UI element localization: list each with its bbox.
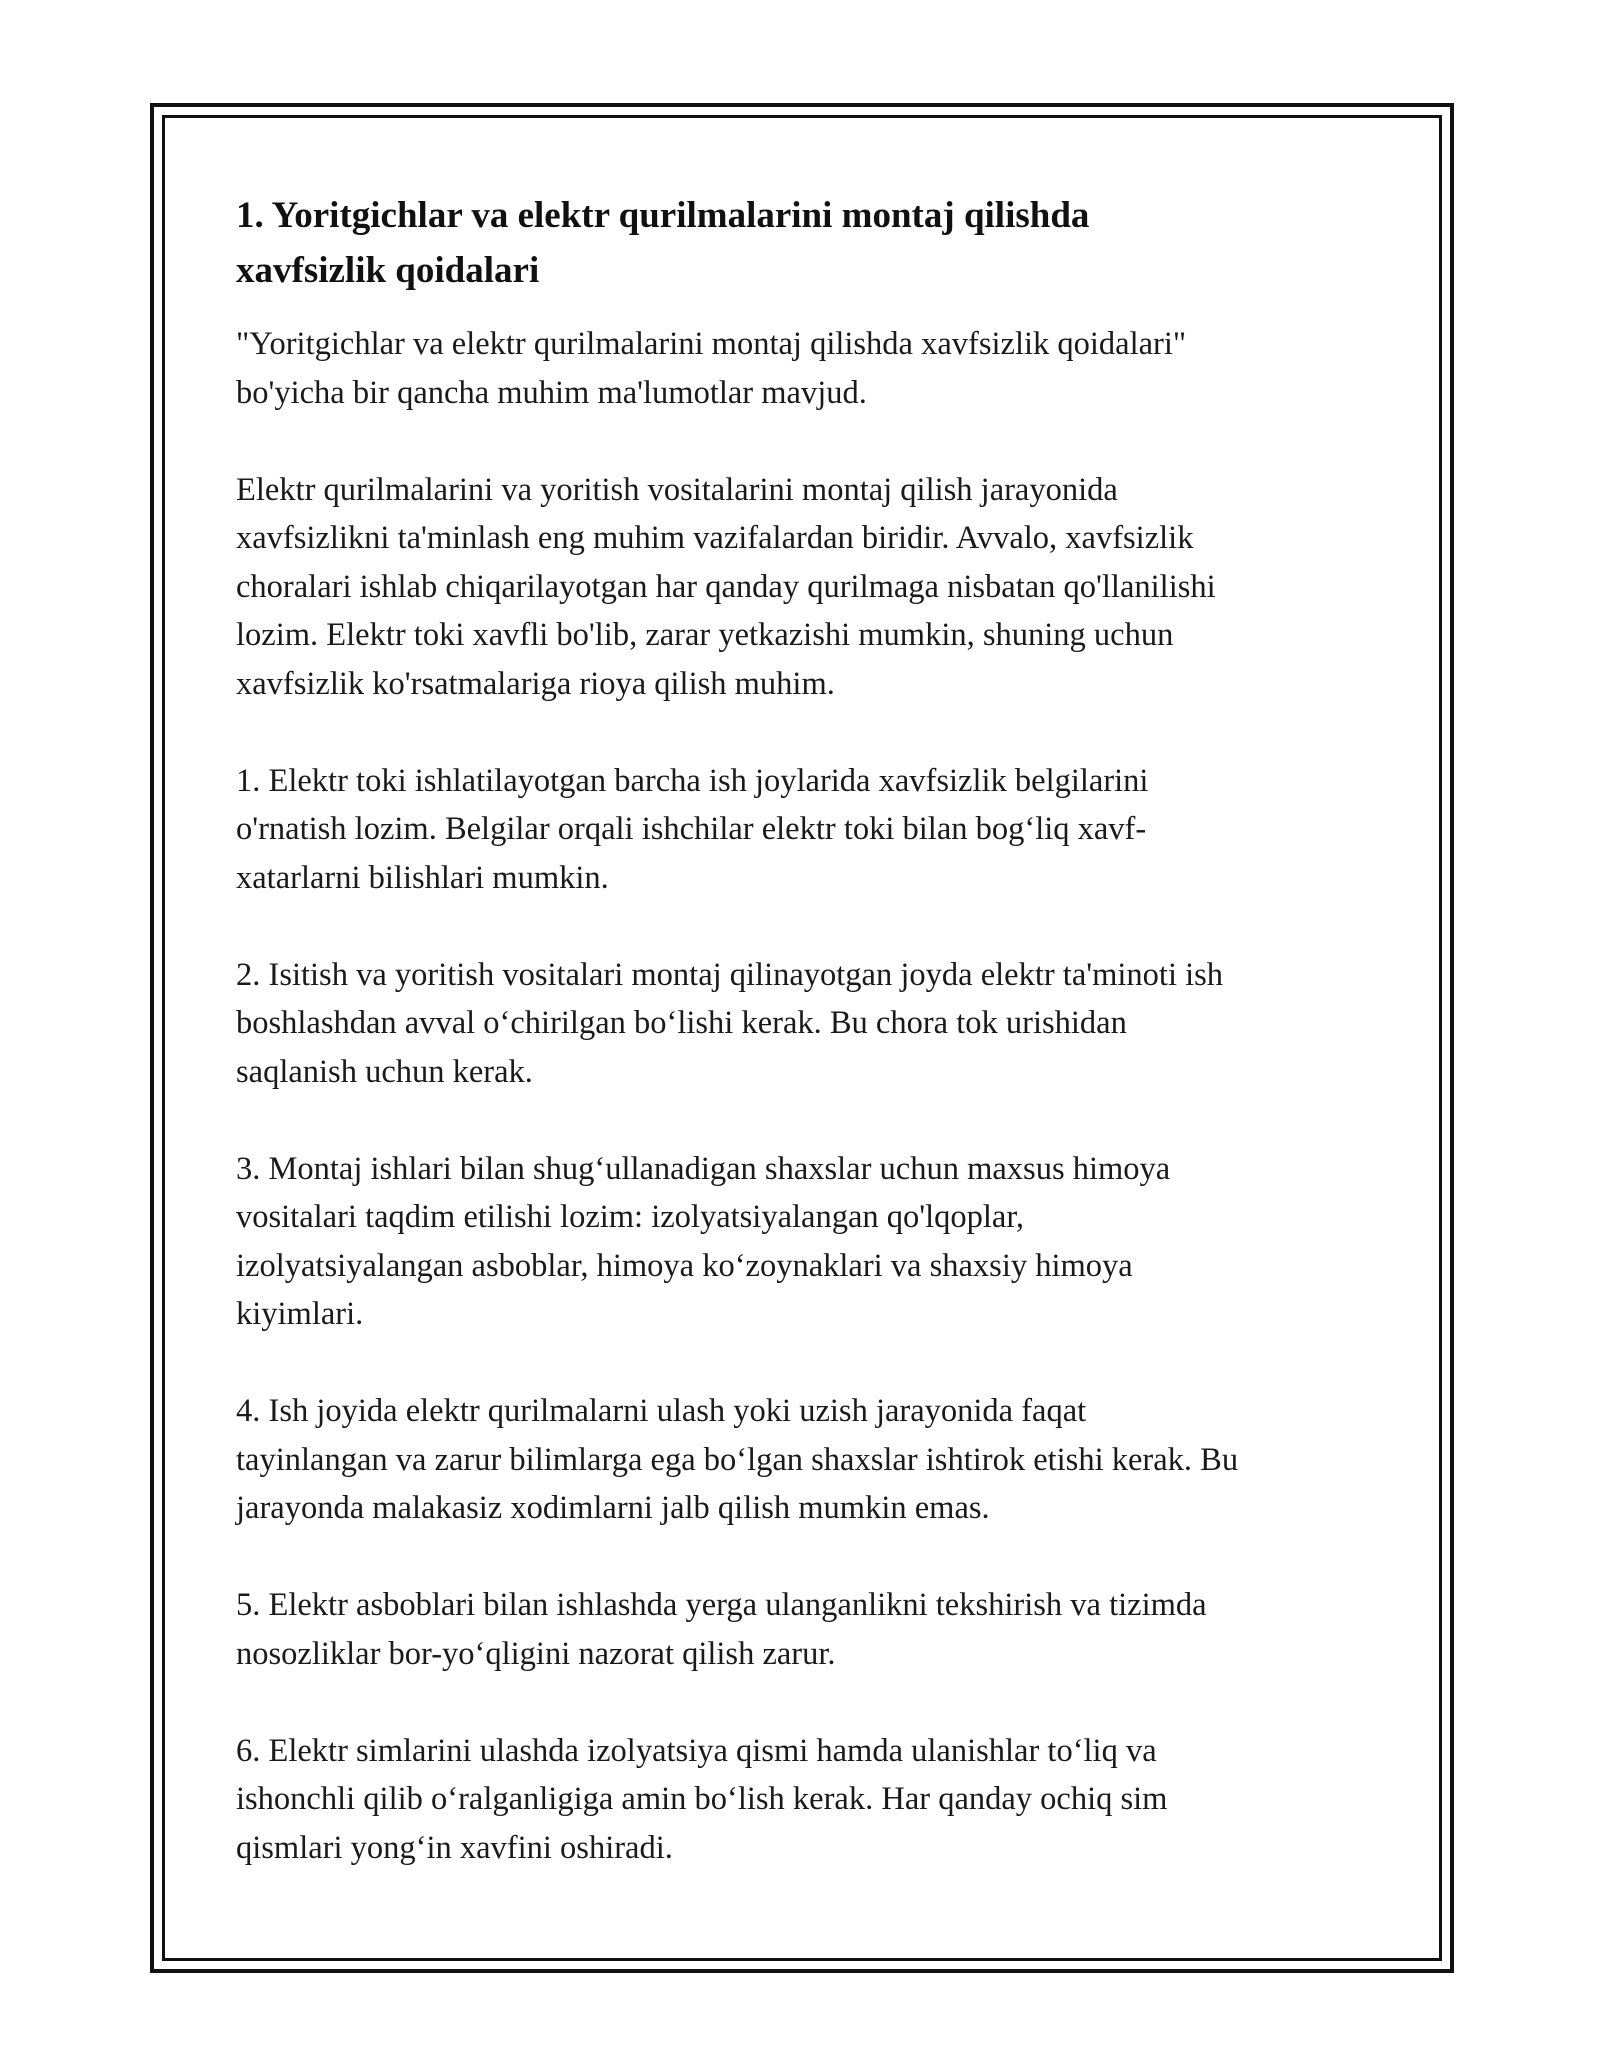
paragraph-line: 5. Elektr asboblari bilan ishlashda yerga ulanganlikni tekshirish va tizimda — [236, 1587, 1207, 1623]
paragraph-line: 4. Ish joyida elektr qurilmalarni ulash yoki uzish jarayonida faqat — [236, 1393, 1087, 1429]
rule-item-1 — [236, 757, 1386, 903]
paragraph-line: nosozliklar bor-yo‘qligini nazorat qilish zarur. — [236, 1635, 836, 1672]
paragraph-line: bo'yicha bir qancha muhim ma'lumotlar mavjud. — [236, 374, 867, 411]
paragraph-line: kiyimlari. — [236, 1296, 364, 1332]
rule-item-6 — [236, 1727, 1386, 1873]
paragraph-line: lozim. Elektr toki xavfli bo'lib, zarar yetkazishi mumkin, shuning uchun — [236, 617, 1174, 653]
paragraph-line: tayinlangan va zarur bilimlarga ega bo‘lgan shaxslar ishtirok etishi kerak. Bu — [236, 1441, 1239, 1478]
paragraph-line: 2. Isitish va yoritish vositalari montaj qilinayotgan joyda elektr ta'minoti ish — [236, 956, 1224, 993]
title-line-1: 1. Yoritgichlar va elektr qurilmalarini montaj qilishda — [236, 195, 1090, 236]
paragraph-line: saqlanish uchun kerak. — [236, 1053, 533, 1090]
paragraph-line: "Yoritgichlar va elektr qurilmalarini montaj qilishda xavfsizlik qoidalari" — [236, 326, 1187, 362]
paragraph-line: 6. Elektr simlarini ulashda izolyatsiya qismi hamda ulanishlar to‘liq va — [236, 1732, 1157, 1769]
title-line-2: xavfsizlik qoidalari — [236, 250, 540, 291]
paragraph-line: 1. Elektr toki ishlatilayotgan barcha ish joylarida xavfsizlik belgilarini — [236, 762, 1149, 799]
paragraph-line: ishonchli qilib o‘ralganligiga amin bo‘lish kerak. Har qanday ochiq sim — [236, 1781, 1168, 1817]
paragraph-line: izolyatsiyalangan asboblar, himoya ko‘zoynaklari va shaxsiy himoya — [236, 1247, 1133, 1284]
paragraph-line: boshlashdan avval o‘chirilgan bo‘lishi kerak. Bu chora tok urishidan — [236, 1005, 1127, 1041]
paragraph-line: 3. Montaj ishlari bilan shug‘ullanadigan shaxslar uchun maxsus himoya — [236, 1150, 1171, 1187]
rule-item-3 — [236, 1145, 1386, 1339]
rule-item-5 — [236, 1581, 1386, 1678]
paragraph-line: jarayonda malakasiz xodimlarni jalb qilish mumkin emas. — [236, 1490, 990, 1526]
overview-paragraph — [236, 466, 1386, 709]
paragraph-line: xavfsizlikni ta'minlash eng muhim vazifalardan biridir. Avvalo, xavfsizlik — [236, 520, 1194, 556]
rule-item-2 — [236, 951, 1386, 1097]
paragraph-line: o'rnatish lozim. Belgilar orqali ishchilar elektr toki bilan bog‘liq xavf- — [236, 811, 1147, 847]
paragraph-line: xavfsizlik ko'rsatmalariga rioya qilish muhim. — [236, 665, 835, 702]
rule-item-4 — [236, 1387, 1386, 1533]
paragraph-line: qismlari yong‘in xavfini oshiradi. — [236, 1829, 673, 1866]
paragraph-line: xatarlarni bilishlari mumkin. — [236, 859, 609, 896]
paragraph-line: choralari ishlab chiqarilayotgan har qanday qurilmaga nisbatan qo'llanilishi — [236, 568, 1216, 605]
document-title — [236, 188, 1386, 298]
document-content — [236, 188, 1386, 1921]
paragraph-line: Elektr qurilmalarini va yoritish vositalarini montaj qilish jarayonida — [236, 471, 1118, 508]
paragraph-line: vositalari taqdim etilishi lozim: izolyatsiyalangan qo'lqoplar, — [236, 1199, 1024, 1235]
intro-paragraph — [236, 320, 1386, 417]
